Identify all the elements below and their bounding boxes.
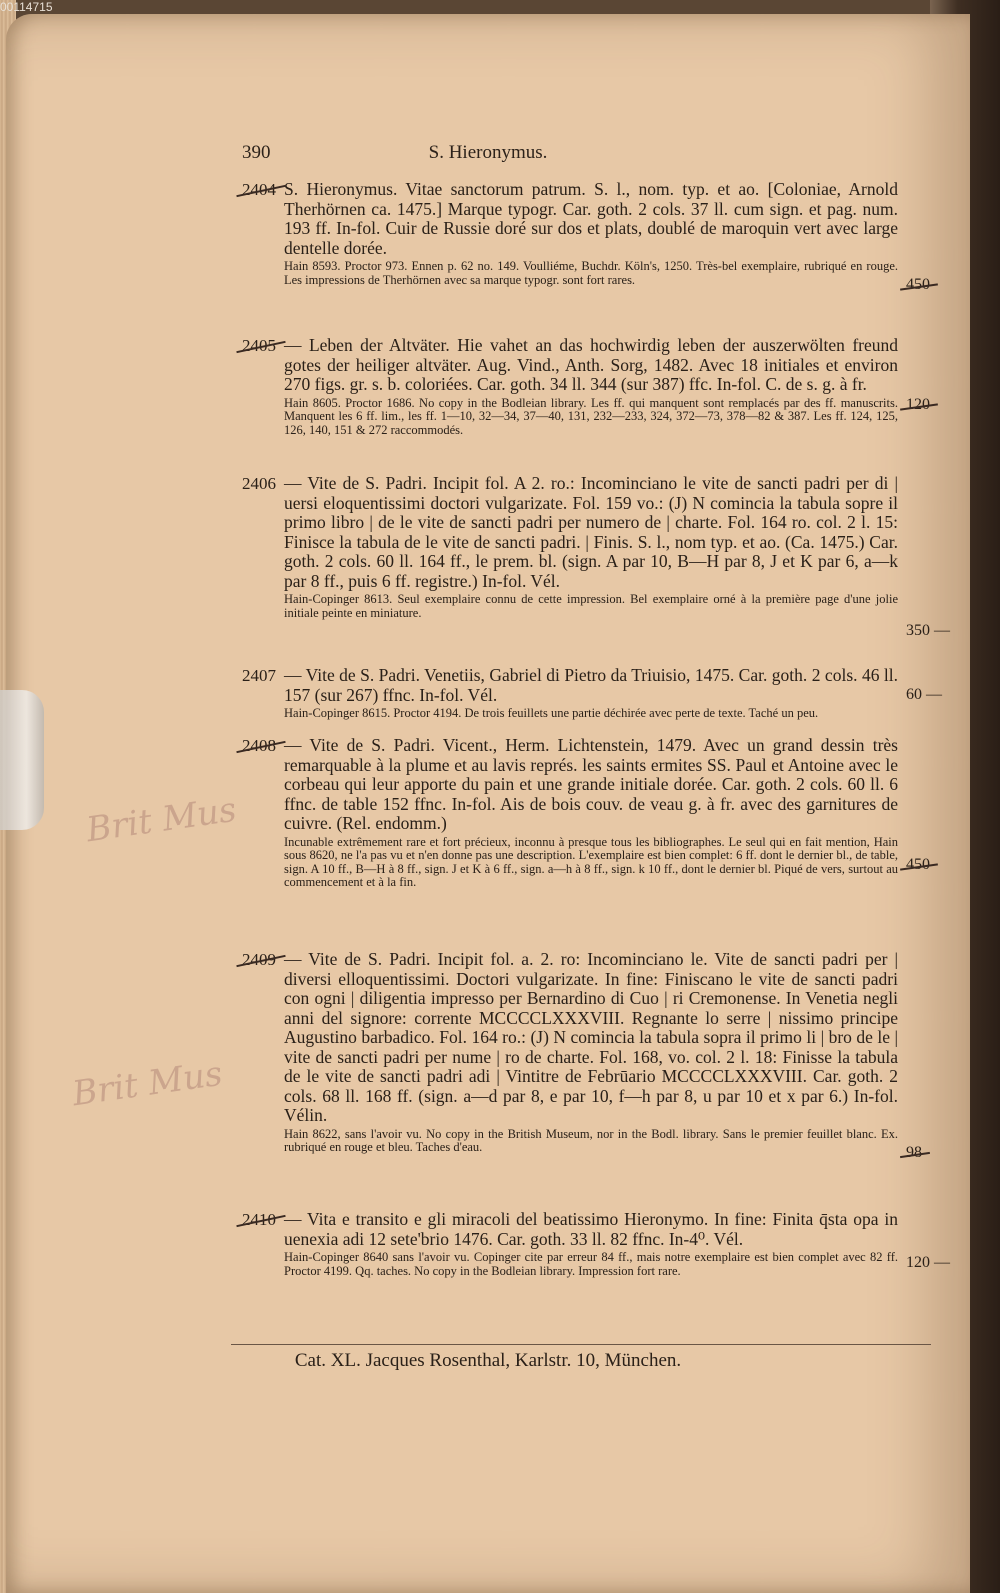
page-number: 390 <box>242 142 271 163</box>
entry-note: Hain-Copinger 8613. Seul exemplaire connu de cette impression. Bel exemplaire orné à la première page d'une jolie initiale peinte en miniature. <box>284 592 898 620</box>
entry-note: Hain 8593. Proctor 973. Ennen p. 62 no. 149. Voulliéme, Buchdr. Köln's, 1250. Très-bel exemplaire, rubriqué en rouge. Les impressions de Therhörnen avec sa marque typogr. sont fort rares. <box>284 259 898 287</box>
catalog-entry-2406 <box>242 474 898 620</box>
entry-price-2408: 450 <box>906 856 930 873</box>
entry-note: Incunable extrêmement rare et fort précieux, inconnu à presque tous les bibliographes. Le seul qui en fait mention, Hain sous 8620, ne l'a pas vu et n'en donne pas une description. L'exemplaire est bien complet: 6 ff. dont le dernier bl., de table, sign. A 10 ff., B—H à 8 ff., sign. J et K à 6 ff., sign. a—h à 8 ff., sign. k 10 ff., dont le dernier bl. Piqué de vers, surtout au commencement et à la fin. <box>284 834 898 889</box>
running-title: S. Hieronymus. <box>428 142 548 163</box>
entry-number: 2406 <box>242 474 276 493</box>
catalog-entry-2404 <box>242 180 898 287</box>
entry-text: — Vita e transito e gli miracoli del beatissimo Hieronymo. In fine: Finita q̄sta opa in uenexia adi 12 sete'brio 1476. Car. goth. 33 ll. 82 ffnc. In-4⁰. Vél. <box>284 1209 898 1249</box>
entry-note: Hain 8605. Proctor 1686. No copy in the Bodleian library. Les ff. qui manquent sont remplacés par des ff. manuscrits. Manquent les 6 ff. lim., les ff. 1—10, 32—34, 37—40, 131, 232—233, 324, 372—73, 378—82 & 387. Les ff. 124, 125, 126, 140, 151 & 272 raccommodés. <box>284 395 898 437</box>
entry-number: 2407 <box>242 666 276 685</box>
entry-text: — Leben der Altväter. Hie vahet an das hochwirdig leben der auszerwölten freund gotes der heiliger altväter. Aug. Vind., Anth. Sorg, 1482. Avec 18 initiales et environ 270 figs. gr. s. b. coloriées. Car. goth. 34 ll. 344 (sur 387) ffc. In-fol. C. de s. g. à fr. <box>284 335 898 394</box>
entry-price-2410: 120 — <box>906 1254 950 1271</box>
paper-clip <box>0 690 44 830</box>
entry-price-2407: 60 — <box>906 686 942 703</box>
entry-price-2404: 450 <box>906 276 930 293</box>
entry-text: S. Hieronymus. Vitae sanctorum patrum. S. l., nom. typ. et ao. [Coloniae, Arnold Therhörnen ca. 1475.] Marque typogr. Car. goth. 2 cols. 37 ll. cum sign. et pag. num. 193 ff. In-fol. Cuir de Russie doré sur dos et plats, doublé de maroquin vert avec large dentelle dorée. <box>284 179 898 258</box>
entry-number: 2405 <box>242 336 276 355</box>
entry-note: Hain 8622, sans l'avoir vu. No copy in the British Museum, nor in the Bodl. library. Sans le premier feuillet blanc. Ex. rubriqué en rouge et bleu. Taches d'eau. <box>284 1126 898 1154</box>
catalog-footer: Cat. XL. Jacques Rosenthal, Karlstr. 10, München. <box>294 1350 682 1371</box>
catalog-entry-2410 <box>242 1210 898 1278</box>
entry-text: — Vite de S. Padri. Incipit fol. a. 2. ro: Incominciano le. Vite de sancti padri per | diversi elloquentissimi. Doctori vulgarizate. In fine: Finiscano le vite de sancti padri con ogni | diligentia impresso per Bernardino di Cuo | ri Cremonense. In Venetia negli anni del signore: corrente MCCCCLXXXVIII. Regnante lo serre | nissimo principe Augustino barbadico. Fol. 164 ro.: (J) N comincia la tabula sopra il primo li | bro de le | vite de sancti padri per nume | ro de charte. Fol. 168, vo. col. 2 l. 18: Finisse la tabula de le vite de sancti padri adi | Vintitre de Febrūario MCCCCLXXXVIII. Car. goth. 2 cols. 68 ll. 168 ff. (sign. a—d par 8, e par 10, f—h par 8, u par 10 et x par 6.) In-fol. Vélin. <box>284 949 898 1125</box>
entry-number: 2404 <box>242 180 276 199</box>
catalog-entry-2405 <box>242 336 898 437</box>
entry-number: 2408 <box>242 736 276 755</box>
catalog-entry-2407 <box>242 666 898 721</box>
entry-text: — Vite de S. Padri. Incipit fol. A 2. ro.: Incominciano le vite de sancti padri per di | uersi eloquentissimi doctori vulgarizate. Fol. 159 vo.: (J) N comincia la tabula sopre il primo libro | de le vite de sancti padri per numero de | charte. Fol. 164 ro. col. 2 l. 15: Finisce la tabula de le vite de sancti padri. | Finis. S. l., nom typ. et ao. (Ca. 1475.) Car. goth. 2 cols. 60 ll. 164 ff., le prem. bl. (sign. A par 10, B—H par 8, J et K par 6, a—k par 8 ff., puis 6 ff. registre.) In-fol. Vél. <box>284 473 898 591</box>
entry-price-2406: 350 — <box>906 622 950 639</box>
entry-number: 2410 <box>242 1210 276 1229</box>
catalog-page <box>6 14 970 1593</box>
entry-number: 2409 <box>242 950 276 969</box>
corner-label: 00114715 <box>0 0 53 14</box>
entry-price-2405: 120 <box>906 396 930 413</box>
entry-text: — Vite de S. Padri. Vicent., Herm. Lichtenstein, 1479. Avec un grand dessin très remarquable à la plume et au lavis représ. les saints ermites SS. Paul et Antoine avec le corbeau qui leur apporte du pain et une grande initiale dorée. Car. goth. 2 cols. 60 ll. 6 ffnc. de table 152 ffnc. In-fol. Ais de bois couv. de veau g. à fr. avec des garnitures de cuivre. (Rel. endomm.) <box>284 735 898 833</box>
handwritten-annotation: Brit Mus <box>69 1053 225 1115</box>
running-header <box>6 142 970 172</box>
entry-note: Hain-Copinger 8615. Proctor 4194. De trois feuillets une partie déchirée avec perte de texte. Taché un peu. <box>284 706 819 720</box>
catalog-entry-2408 <box>242 736 898 890</box>
handwritten-annotation: Brit Mus <box>83 789 239 851</box>
entry-note: Hain-Copinger 8640 sans l'avoir vu. Copinger cite par erreur 84 ff., mais notre exemplaire est bien complet avec 82 ff. Proctor 4199. Qq. taches. No copy in the Bodleian library. Impression fort rare. <box>284 1250 898 1278</box>
catalog-entry-2409 <box>242 950 898 1155</box>
footer-rule <box>231 1344 931 1345</box>
entry-text: — Vite de S. Padri. Venetiis, Gabriel di Pietro da Triuisio, 1475. Car. goth. 2 cols. 46 ll. 157 (sur 267) ffnc. In-fol. Vél. <box>284 665 898 705</box>
entry-price-2409: 98 <box>906 1144 922 1161</box>
